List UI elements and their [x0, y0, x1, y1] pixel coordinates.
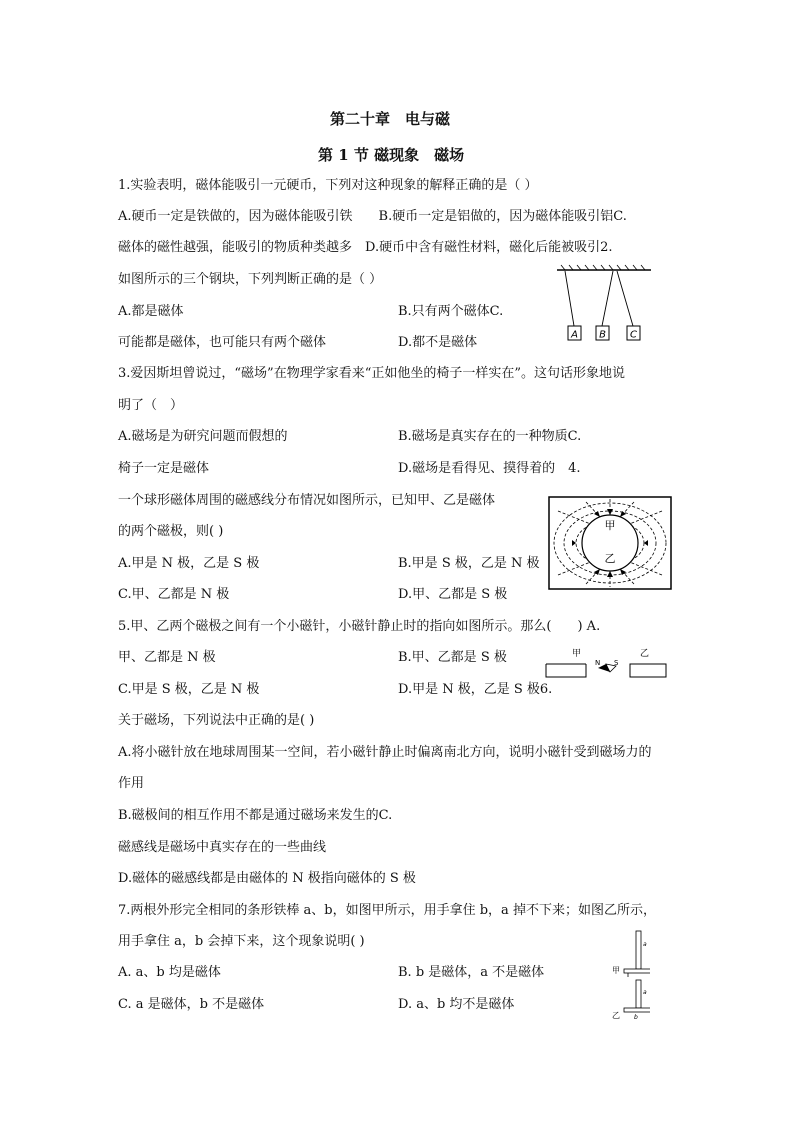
- question-3-cont: 明了（ ）: [118, 398, 184, 413]
- iron-rods-figure: [610, 928, 650, 1022]
- q4-option-a: A.甲是 N 极，乙是 S 极: [118, 556, 260, 571]
- section-title: 第 1 节 磁现象 磁场: [318, 146, 465, 164]
- q6-option-c: 磁感线是磁场中真实存在的一些曲线: [118, 840, 327, 855]
- question-4-cont: 的两个磁极，则( ): [118, 524, 224, 539]
- rod-a2-label: a: [643, 989, 647, 996]
- q2-option-d: D.都不是磁体: [398, 335, 478, 350]
- question-4: 一个球形磁体周围的磁感线分布情况如图所示，已知甲、乙是磁体: [118, 493, 496, 508]
- hanging-blocks-figure: [555, 264, 655, 344]
- q3-option-c: 椅子一定是磁体: [118, 461, 210, 476]
- pole-jia-label: 甲: [572, 649, 582, 659]
- question-7-cont: 用手拿住 a，b 会掉下来，这个现象说明( ): [118, 934, 365, 949]
- fig-jia-label: 甲: [612, 966, 620, 975]
- question-3: 3.爱因斯坦曾说过，“磁场”在物理学家看来“正如他坐的椅子一样实在”。这句话形象地说: [118, 366, 625, 381]
- q3-option-b: B.磁场是真实存在的一种物质C.: [398, 429, 582, 444]
- q4-option-c: C.甲、乙都是 N 极: [118, 587, 230, 602]
- q7-option-c: C. a 是磁体，b 不是磁体: [118, 997, 265, 1012]
- sphere-magnet-figure: [548, 496, 672, 590]
- pole-yi-label: 乙: [640, 649, 650, 659]
- rod-a-label: a: [643, 941, 647, 948]
- q3-option-d: D.磁场是看得见、摸得着的 4.: [398, 461, 581, 476]
- q6-option-a-cont: 作用: [118, 776, 145, 791]
- question-2: 如图所示的三个钢块，下列判断正确的是（ ）: [118, 272, 383, 287]
- q6-option-b: B.磁极间的相互作用不都是通过磁场来发生的C.: [118, 808, 393, 823]
- q5-option-d: D.甲是 N 极，乙是 S 极6.: [398, 682, 553, 697]
- q2-option-b: B.只有两个磁体C.: [398, 304, 504, 319]
- q5-option-b: B.甲、乙都是 S 极: [398, 650, 507, 665]
- q3-option-a: A.磁场是为研究问题而假想的: [118, 429, 288, 444]
- q6-option-a: A.将小磁针放在地球周围某一空间，若小磁针静止时偏离南北方向，说明小磁针受到磁场力的: [118, 745, 652, 760]
- q7-option-a: A. a、b 均是磁体: [118, 965, 221, 980]
- question-1: 1.实验表明，磁体能吸引一元硬币，下列对这种现象的解释正确的是（ ）: [118, 178, 538, 193]
- q2-option-c: 可能都是磁体，也可能只有两个磁体: [118, 335, 327, 350]
- q4-option-d: D.甲、乙都是 S 极: [398, 587, 508, 602]
- q2-option-a: A.都是磁体: [118, 304, 184, 319]
- block-a-label: A: [571, 329, 578, 341]
- question-5: 5.甲、乙两个磁极之间有一个小磁针，小磁针静止时的指向如图所示。那么( ) A.: [118, 619, 601, 634]
- question-7: 7.两根外形完全相同的条形铁棒 a、b，如图甲所示，用手拿住 b，a 掉不下来；如图乙所示，: [118, 903, 656, 918]
- q1-options-cd: 磁体的磁性越强，能吸引的物质种类越多 D.硬币中含有磁性材料，磁化后能被吸引2.: [118, 240, 613, 255]
- needle-poles-figure: [544, 644, 668, 678]
- q7-option-d: D. a、b 均不是磁体: [398, 997, 515, 1012]
- q1-options-ab: A.硬币一定是铁做的，因为磁体能吸引铁 B.硬币一定是铝做的，因为磁体能吸引铝C.: [118, 209, 627, 224]
- pole-yi-label: 乙: [604, 552, 616, 565]
- block-b-label: B: [599, 329, 606, 341]
- chapter-title: 第二十章 电与磁: [330, 110, 451, 128]
- block-c-label: C: [630, 329, 637, 341]
- q5-option-a: 甲、乙都是 N 极: [118, 650, 216, 665]
- needle-n-label: N: [595, 659, 601, 667]
- pole-jia-label: 甲: [604, 519, 616, 532]
- q4-option-b: B.甲是 S 极，乙是 N 极: [398, 556, 540, 571]
- question-6: 关于磁场，下列说法中正确的是( ): [118, 713, 315, 728]
- fig-yi-label: 乙: [612, 1011, 620, 1020]
- q5-option-c: C.甲是 S 极，乙是 N 极: [118, 682, 260, 697]
- rod-b-label: b: [634, 1014, 638, 1021]
- q6-option-d: D.磁体的磁感线都是由磁体的 N 极指向磁体的 S 极: [118, 871, 416, 886]
- q7-option-b: B. b 是磁体，a 不是磁体: [398, 965, 545, 980]
- needle-s-label: S: [614, 659, 619, 667]
